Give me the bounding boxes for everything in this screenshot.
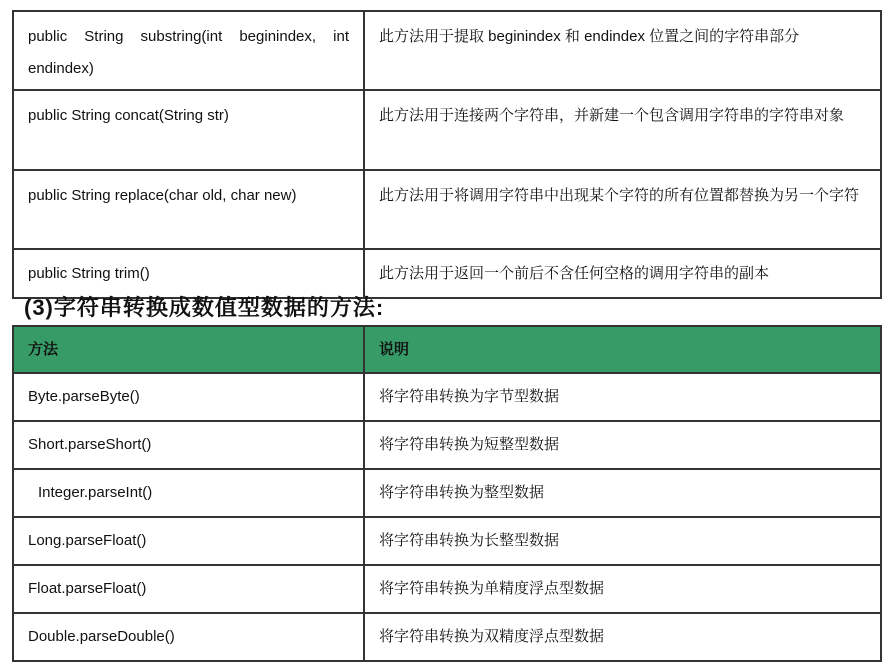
method-cell: Float.parseFloat(): [13, 565, 364, 613]
method-cell: Double.parseDouble(): [13, 613, 364, 661]
table-header-row: [13, 326, 881, 373]
table-row: [13, 90, 881, 170]
description-cell: 将字符串转换为字节型数据: [364, 373, 881, 421]
table-row: [13, 613, 881, 661]
table-row: [13, 170, 881, 249]
section-heading: (3)字符串转换成数值型数据的方法:: [24, 295, 385, 320]
method-cell: Byte.parseByte(): [13, 373, 364, 421]
description-cell: 将字符串转换为整型数据: [364, 469, 881, 517]
method-cell: public String trim(): [13, 249, 364, 298]
description-cell: 此方法用于返回一个前后不含任何空格的调用字符串的副本: [364, 249, 881, 298]
column-header-description: 说明: [364, 326, 881, 373]
method-cell: public String concat(String str): [13, 90, 364, 170]
method-cell: [13, 469, 364, 517]
table-row: [13, 11, 881, 90]
description-cell: 此方法用于将调用字符串中出现某个字符的所有位置都替换为另一个字符: [364, 170, 881, 249]
description-cell: 将字符串转换为单精度浮点型数据: [364, 565, 881, 613]
description-cell: 将字符串转换为短整型数据: [364, 421, 881, 469]
method-text: Integer.parseInt(): [38, 484, 153, 501]
method-cell: public String replace(char old, char new): [13, 170, 364, 249]
method-cell: Short.parseShort(): [13, 421, 364, 469]
conversion-methods-table: [12, 325, 882, 662]
table-row: [13, 517, 881, 565]
table-row: [13, 249, 881, 298]
table-row: [13, 469, 881, 517]
table-row: [13, 373, 881, 421]
description-cell: 此方法用于提取 beginindex 和 endindex 位置之间的字符串部分: [364, 11, 881, 90]
table-row: [13, 565, 881, 613]
string-methods-table: [12, 10, 882, 299]
description-cell: 此方法用于连接两个字符串，并新建一个包含调用字符串的字符串对象: [364, 90, 881, 170]
method-cell: Long.parseFloat(): [13, 517, 364, 565]
table-row: [13, 421, 881, 469]
description-cell: 将字符串转换为长整型数据: [364, 517, 881, 565]
description-cell: 将字符串转换为双精度浮点型数据: [364, 613, 881, 661]
column-header-method: 方法: [13, 326, 364, 373]
method-cell: public String substring(int beginindex, int endindex): [13, 11, 364, 90]
